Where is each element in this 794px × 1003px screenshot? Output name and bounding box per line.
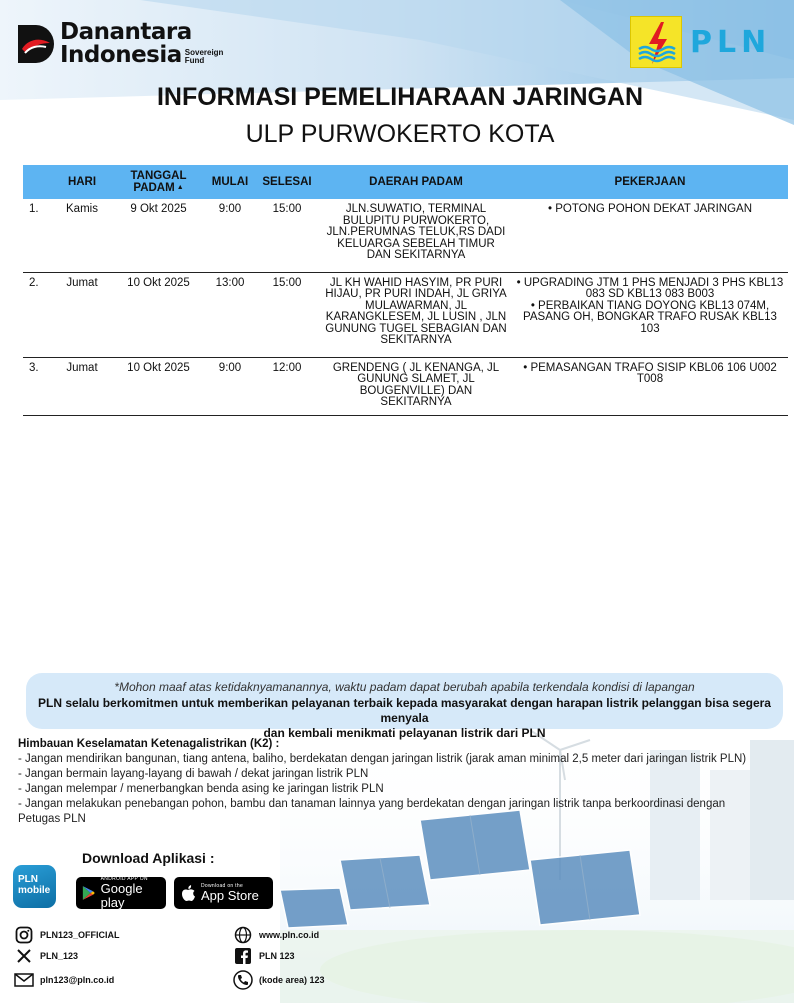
table-row [23,272,788,357]
table-header-row [23,165,788,199]
globe-icon [233,925,253,945]
work-item: • POTONG POHON DEKAT JARINGAN [547,203,753,215]
google-play-icon [82,884,96,902]
row-number: 1. [23,199,53,272]
contact-facebook[interactable]: PLN 123 [233,946,295,966]
indonesia-word: Indonesia [60,42,182,68]
safety-item: - Jangan bermain layang-layang di bawah / dekat jaringan listrik PLN [18,768,369,780]
danantara-logo [16,18,246,70]
safety-item: - Jangan melakukan penebangan pohon, bambu dan tanaman lainnya yang berdekatan dengan jaringan listrik tanpa berkoordinasi dengan [18,798,726,810]
row-start: 13:00 [206,272,254,357]
notice-disclaimer: *Mohon maaf atas ketidaknyamanannya, waktu padam dapat berubah apabila terkendala kondisi di lapangan [114,680,695,694]
pln-logo [630,16,771,68]
row-number: 2. [23,272,53,357]
facebook-icon [233,946,253,966]
notice-commitment: PLN selalu berkomitmen untuk memberikan pelayanan terbaik kepada masyarakat dengan harapan listrik pelanggan bisa segera menyala dan kembali menikmati pelayanan listrik dari PLN [38,696,771,740]
contact-phone[interactable]: (kode area) 123 [233,970,325,990]
work-item: • PERBAIKAN TIANG DOYONG KBL13 074M, PASANG OH, BONGKAR TRAFO RUSAK KBL13 103 [523,299,777,335]
safety-advice [18,737,778,827]
row-area: JL KH WAHID HASYIM, PR PURI HIJAU, PR PURI INDAH, JL GRIYA MULAWARMAN, JL KARANGKLESEM, JL LUSIN , JLN GUNUNG TUGEL SEBAGIAN DAN SEKITARNYA [320,272,512,357]
pln-mobile-app-icon[interactable]: PLN mobile [13,865,56,908]
row-end: 12:00 [254,357,320,415]
phone-icon [233,970,253,990]
contact-x[interactable]: PLN_123 [14,946,78,966]
download-title: Download Aplikasi : [82,850,215,866]
notice-banner [26,673,783,740]
col-header-pekerjaan[interactable]: PEKERJAAN [512,165,788,199]
email-icon [14,970,34,990]
col-header-mulai[interactable]: MULAI [206,165,254,199]
row-work [512,199,788,272]
safety-item: - Jangan melempar / menerbangkan benda asing ke jaringan listrik PLN [18,783,384,795]
table-row [23,357,788,415]
apple-icon [180,884,196,902]
col-header-hari[interactable]: HARI [53,165,111,199]
col-header-no [23,165,53,199]
danantara-word: Danantara [60,19,192,45]
instagram-icon [14,925,34,945]
contact-instagram[interactable]: PLN123_OFFICIAL [14,925,120,945]
sovereign-fund-tag: Sovereign Fund [184,48,224,65]
table-row [23,199,788,272]
safety-item: - Jangan mendirikan bangunan, tiang antena, baliho, berdekatan dengan jaringan listrik (jarak aman minimal 2,5 meter dari jaringan listrik PLN) [18,753,747,765]
row-start: 9:00 [206,357,254,415]
safety-item: Petugas PLN [18,813,86,825]
col-header-daerah[interactable]: DAERAH PADAM [320,165,512,199]
row-area: JLN.SUWATIO, TERMINAL BULUPITU PURWOKERTO, JLN.PERUMNAS TELUK,RS DADI KELUARGA SEBELAH TIMUR DAN SEKITARNYA [320,199,512,272]
row-number: 3. [23,357,53,415]
col-header-tanggal[interactable]: TANGGAL PADAM ▲ [111,165,206,199]
row-work [512,357,788,415]
row-area: GRENDENG ( JL KENANGA, JL GUNUNG SLAMET, JL BOUGENVILLE) DAN SEKITARNYA [320,357,512,415]
pln-wordmark: PLN [690,24,772,60]
row-start: 9:00 [206,199,254,272]
danantara-mark-icon [16,23,54,65]
app-store-button[interactable]: Download on the App Store [174,877,273,909]
row-date: 9 Okt 2025 [111,199,206,272]
x-twitter-icon [14,946,34,966]
row-work [512,272,788,357]
page-subtitle: ULP PURWOKERTO KOTA [245,120,555,148]
page-title: INFORMASI PEMELIHARAAN JARINGAN [156,83,644,111]
row-date: 10 Okt 2025 [111,272,206,357]
row-day: Jumat [53,357,111,415]
google-play-button[interactable]: ANDROID APP ON Google play [76,877,166,909]
row-date: 10 Okt 2025 [111,357,206,415]
sort-ascending-icon[interactable]: ▲ [176,183,184,191]
contact-email[interactable]: pln123@pln.co.id [14,970,114,990]
safety-heading: Himbauan Keselamatan Ketenagalistrikan (K2) : [18,738,280,750]
row-day: Jumat [53,272,111,357]
work-item: • PEMASANGAN TRAFO SISIP KBL06 106 U002 T008 [523,361,777,385]
pln-lightning-icon [630,16,682,68]
col-header-selesai[interactable]: SELESAI [254,165,320,199]
maintenance-schedule-table [23,165,788,416]
work-item: • UPGRADING JTM 1 PHS MENJADI 3 PHS KBL13 083 SD KBL13 083 B003 [516,276,784,300]
row-end: 15:00 [254,272,320,357]
contact-website[interactable]: www.pln.co.id [233,925,319,945]
row-day: Kamis [53,199,111,272]
row-end: 15:00 [254,199,320,272]
